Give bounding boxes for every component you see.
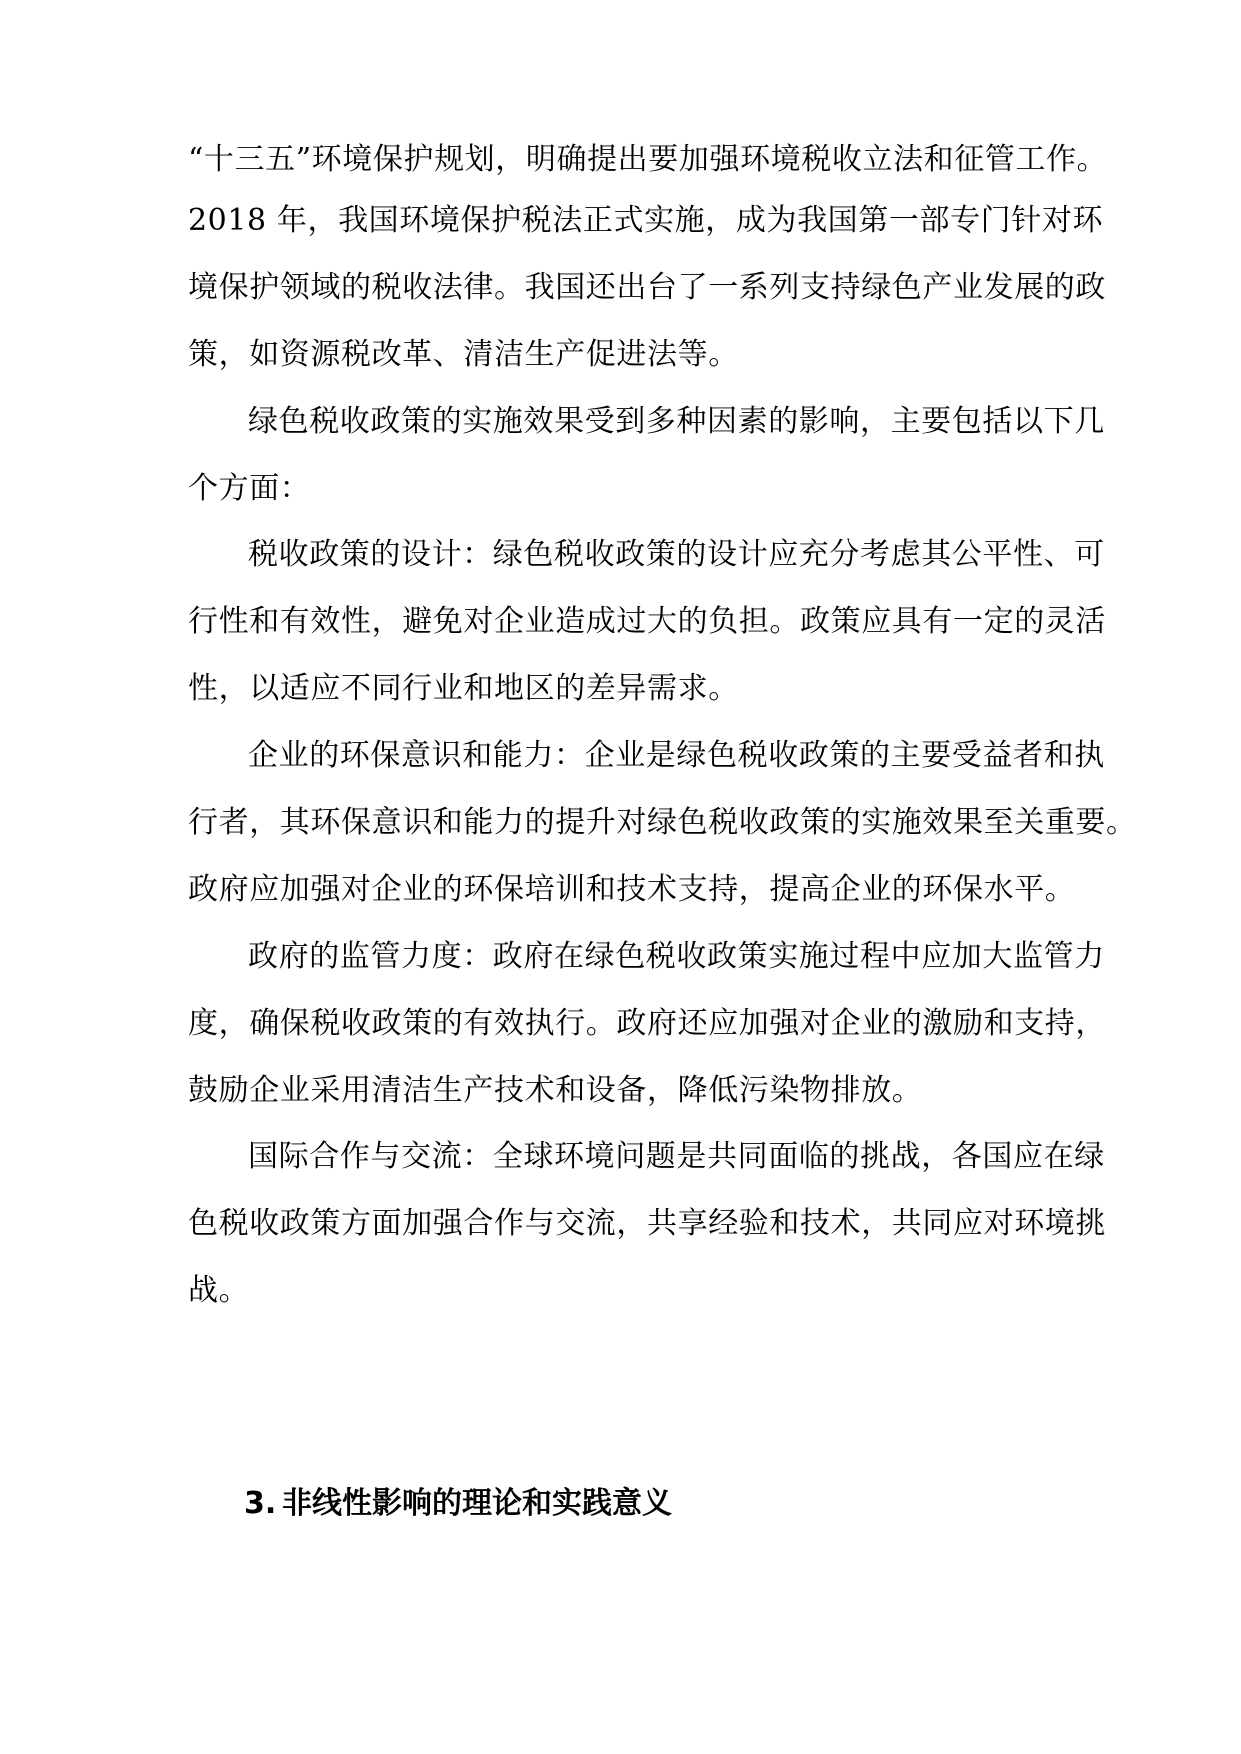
- paragraph-1-line-1: “十三五”环境保护规划，明确提出要加强环境税收立法和征管工作。: [188, 142, 1108, 177]
- paragraph-2-line-1: 绿色税收政策的实施效果受到多种因素的影响，主要包括以下几: [248, 404, 1105, 439]
- paragraph-5-line-2: 度，确保税收政策的有效执行。政府还应加强对企业的激励和支持，: [188, 1006, 1106, 1041]
- paragraph-4-line-1: 企业的环保意识和能力：企业是绿色税收政策的主要受益者和执: [248, 738, 1105, 773]
- paragraph-3-line-3: 性，以适应不同行业和地区的差异需求。: [188, 671, 739, 706]
- paragraph-4-line-2: 行者，其环保意识和能力的提升对绿色税收政策的实施效果至关重要。: [188, 805, 1137, 840]
- paragraph-6-line-3: 战。: [188, 1273, 250, 1308]
- paragraph-4-line-3: 政府应加强对企业的环保培训和技术支持，提高企业的环保水平。: [188, 872, 1076, 907]
- section-number: 3.: [244, 1486, 277, 1521]
- paragraph-6-line-1: 国际合作与交流：全球环境问题是共同面临的挑战，各国应在绿: [248, 1139, 1105, 1174]
- paragraph-3-line-2: 行性和有效性，避免对企业造成过大的负担。政策应具有一定的灵活: [188, 604, 1106, 639]
- paragraph-6-line-2: 色税收政策方面加强合作与交流，共享经验和技术，共同应对环境挑: [188, 1206, 1106, 1241]
- paragraph-3-line-1: 税收政策的设计：绿色税收政策的设计应充分考虑其公平性、可: [248, 537, 1105, 572]
- paragraph-1-line-4: 策，如资源税改革、清洁生产促进法等。: [188, 337, 739, 372]
- paragraph-1-line-3: 境保护领域的税收法律。我国还出台了一系列支持绿色产业发展的政: [188, 270, 1106, 305]
- paragraph-5-line-1: 政府的监管力度：政府在绿色税收政策实施过程中应加大监管力: [248, 939, 1105, 974]
- paragraph-1-line-2: 2018 年，我国环境保护税法正式实施，成为我国第一部专门针对环: [188, 203, 1104, 238]
- section-heading: [244, 1484, 672, 1524]
- paragraph-5-line-3: 鼓励企业采用清洁生产技术和设备，降低污染物排放。: [188, 1073, 923, 1108]
- section-title: 非线性影响的理论和实践意义: [282, 1486, 672, 1521]
- paragraph-2-line-2: 个方面：: [188, 471, 311, 506]
